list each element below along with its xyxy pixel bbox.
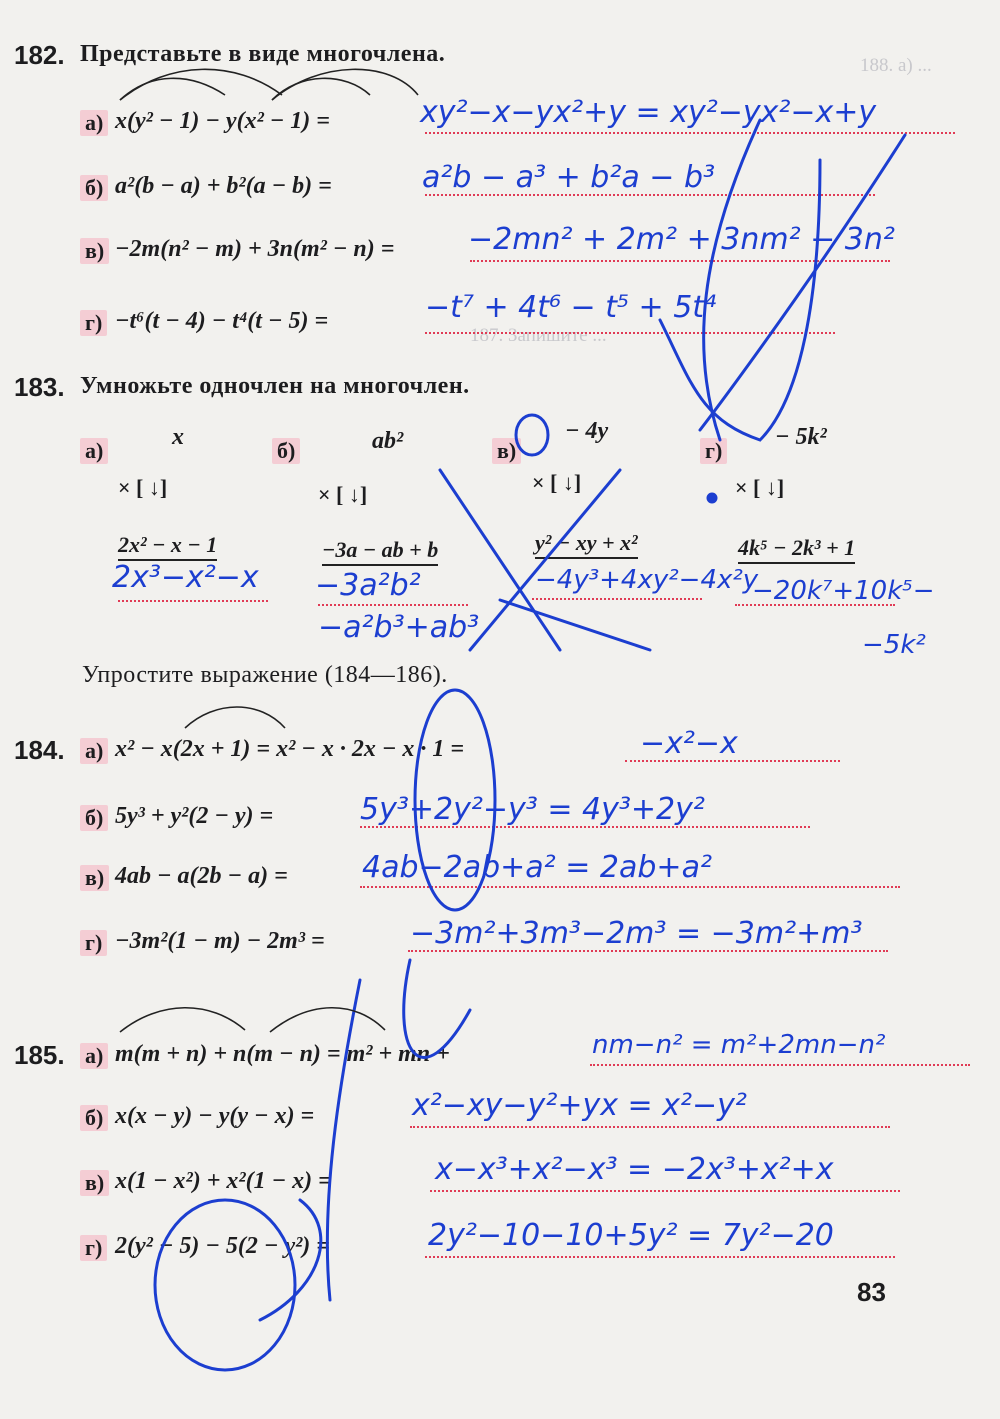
teacher-arc [272,78,370,100]
pen-stroke-diagonal [470,470,620,650]
answer-line [425,1256,895,1258]
item-185g-expression: 2(y² − 5) − 5(2 − y²) = [115,1233,330,1259]
item-183g-operator: × [ ↓] [735,475,785,500]
item-184b-answer: 5y³+2y²−y³ = 4y³+2y² [360,792,705,827]
item-184a-expression: x² − x(2x + 1) = x² − x · 2x − x · 1 = [115,736,465,762]
item-182v-label: в) [80,238,109,264]
item-184a-answer: −x²−x [640,726,738,761]
answer-line [360,886,900,888]
item-183g-answer-line1: −20k⁷+10k⁵− [752,576,935,606]
item-183g-monomial: − 5k² [775,424,827,450]
answer-line [118,600,268,602]
item-185b-answer: x²−xy−y²+yx = x²−y² [412,1088,747,1123]
simplify-heading: Упростите выражение (184—186). [82,662,448,688]
item-183b-operator: × [ ↓] [318,482,368,507]
exercise-185-number: 185. [14,1040,65,1070]
item-185b-expression: x(x − y) − y(y − x) = [115,1103,315,1129]
teacher-arc [185,707,285,728]
item-185a-expression: m(m + n) + n(m − n) = m² + mn + [115,1041,450,1067]
item-185b-label: б) [80,1105,108,1131]
page-number: 83 [857,1277,886,1307]
teacher-arc [272,69,418,100]
item-182v-expression: −2m(n² − m) + 3n(m² − n) = [115,236,395,262]
item-185v-answer: x−x³+x²−x³ = −2x³+x²+x [435,1152,834,1187]
item-185a-label: а) [80,1043,108,1069]
item-183a-monomial: x [172,424,184,450]
item-183v-label: в) [492,438,521,464]
item-184b-expression: 5y³ + y²(2 − y) = [115,803,274,829]
pen-stroke-diagonal [327,980,360,1300]
item-182a-answer: xy²−x−yx²+y = xy²−yx²−x+y [420,95,877,130]
exercise-182-title: Представьте в виде многочлена. [80,41,446,67]
item-183b-monomial: ab² [372,428,404,454]
item-184g-label: г) [80,930,107,956]
item-183b-answer-line1: −3a²b² [315,568,421,603]
item-183g-answer-line2: −5k² [862,630,926,660]
item-183b-polynomial: −3a − ab + b [322,537,438,566]
item-183g-label: г) [700,438,727,464]
item-184g-answer: −3m²+3m³−2m³ = −3m²+m³ [410,916,863,951]
pen-loop [155,1200,295,1370]
item-183a-polynomial: 2x² − x − 1 [118,532,217,561]
item-184g-expression: −3m²(1 − m) − 2m³ = [115,928,325,954]
item-182v-answer: −2mn² + 2m² + 3nm² − 3n² [468,222,895,257]
answer-line [410,1126,890,1128]
answer-line [425,132,955,134]
exercise-184-number: 184. [14,735,65,765]
pen-dot [708,494,716,502]
pen-stroke-diagonal [500,600,650,650]
item-183b-label: б) [272,438,300,464]
item-182a-label: а) [80,110,108,136]
answer-line [318,604,468,606]
teacher-arc [270,1008,385,1032]
bleed-through-text: 188. а) ... [860,55,932,76]
item-184b-label: б) [80,805,108,831]
item-185g-answer: 2y²−10−10+5y² = 7y²−20 [428,1218,834,1253]
item-182g-answer: −t⁷ + 4t⁶ − t⁵ + 5t⁴ [425,290,717,325]
answer-line [470,260,890,262]
item-183v-operator: × [ ↓] [532,470,582,495]
bleed-through-text: 187. Запишите ... [470,325,607,346]
item-183a-operator: × [ ↓] [118,475,168,500]
item-185a-answer: nm−n² = m²+2mn−n² [592,1030,886,1060]
item-183g-polynomial: 4k⁵ − 2k³ + 1 [738,535,855,564]
answer-line [532,598,702,600]
item-185v-expression: x(1 − x²) + x²(1 − x) = [115,1168,332,1194]
item-184v-expression: 4ab − a(2b − a) = [115,863,288,889]
answer-line [425,332,835,334]
item-183v-monomial: − 4y [565,418,609,444]
item-184v-label: в) [80,865,109,891]
item-182g-expression: −t⁶(t − 4) − t⁴(t − 5) = [115,308,329,334]
pen-stroke-curve [260,1200,321,1320]
item-183v-polynomial: y² − xy + x² [535,530,638,559]
pen-stroke-diagonal [700,135,905,430]
teacher-arc [120,1008,245,1032]
item-182b-answer: a²b − a³ + b²a − b³ [422,160,716,195]
answer-line [590,1064,970,1066]
teacher-arc [120,69,282,100]
item-185v-label: в) [80,1170,109,1196]
item-183b-answer-line2: −a²b³+ab³ [318,610,480,645]
item-184v-answer: 4ab−2ab+a² = 2ab+a² [362,850,712,885]
item-183a-answer: 2x³−x²−x [112,560,259,595]
item-183a-label: а) [80,438,108,464]
item-182a-expression: x(y² − 1) − y(x² − 1) = [115,108,330,134]
item-182b-label: б) [80,175,108,201]
answer-line [430,1190,900,1192]
teacher-arc [120,78,225,100]
item-182b-expression: a²(b − a) + b²(a − b) = [115,173,332,199]
item-183v-answer: −4y³+4xy²−4x²y [535,565,759,595]
exercise-183-number: 183. [14,372,65,402]
exercise-182-number: 182. [14,40,65,70]
item-182g-label: г) [80,310,107,336]
item-185g-label: г) [80,1235,107,1261]
exercise-183-title: Умножьте одночлен на многочлен. [80,373,470,399]
item-184a-label: а) [80,738,108,764]
